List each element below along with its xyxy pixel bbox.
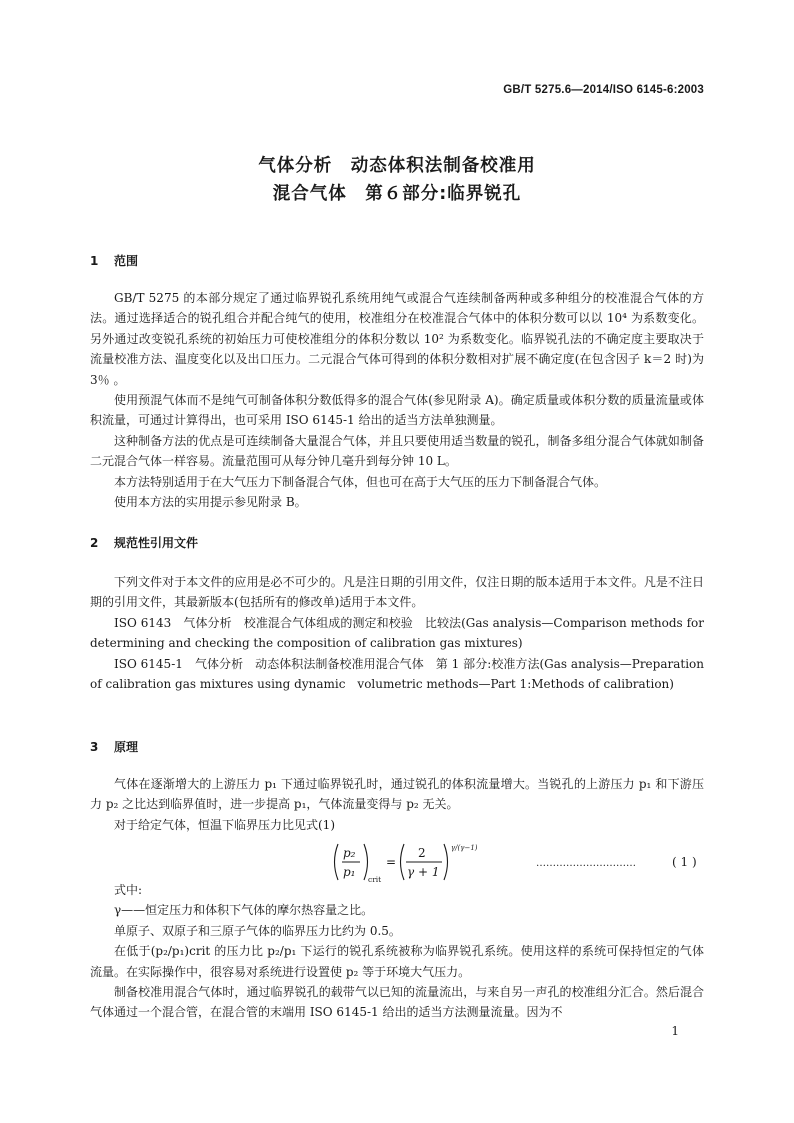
- right-paren: [444, 844, 448, 880]
- principle-paragraph: 制备校准用混合气体时，通过临界锐孔的载带气以已知的流量流出，与来自另一声孔的校准组分汇合。然后混合气体通过一个混合管，在混合管的末端用 ISO 6145-1 给出的适当方法测量流量。因为不: [90, 985, 704, 1020]
- formula-frac-num: 2: [418, 846, 426, 860]
- section-number: 3: [90, 740, 99, 754]
- principle-body-top: [90, 774, 704, 835]
- section-number: 2: [90, 536, 99, 550]
- equation-leader: …………………………: [536, 858, 636, 869]
- formula-frac-den: γ + 1: [407, 865, 440, 879]
- principle-paragraph: 在低于(p₂/p₁)crit 的压力比 p₂/p₁ 下运行的锐孔系统被称为临界锐孔系统。使用这样的系统可保持恒定的气体流量。在实际操作中，很容易对系统进行设置使 p₂ 等于环境大气压力。: [90, 944, 704, 979]
- document-title-line2: 混合气体 第６部分:临界锐孔: [272, 184, 522, 204]
- ratio-note: 单原子、双原子和三原子气体的临界压力比约为 0.5。: [114, 923, 401, 938]
- formula-equals: =: [386, 855, 397, 869]
- scope-paragraph: 这种制备方法的优点是可连续制备大量混合气体，并且只要使用适当数量的锐孔，制备多组分混合气体就如制备二元混合气体一样容易。流量范围可从每分钟几毫升到每分钟 10 L。: [90, 433, 704, 469]
- equation-number: ( 1 ): [672, 855, 697, 869]
- document-title-line1: 气体分析 动态体积法制备校准用: [258, 156, 536, 176]
- references-body: [90, 572, 704, 694]
- formula-subscript: crit: [368, 875, 382, 884]
- where-label: 式中:: [114, 883, 143, 897]
- left-paren: [335, 844, 339, 880]
- section-heading-scope: [90, 252, 138, 269]
- scope-paragraph: 使用预混气体而不是纯气可制备体积分数低得多的混合气体(参见附录 A)。确定质量或体积分数的质量流量或体积流量，可通过计算得出，也可采用 ISO 6145-1 给出的适当方法单独测量。: [90, 393, 704, 428]
- references-intro: 下列文件对于本文件的应用是必不可少的。凡是注日期的引用文件，仅注日期的版本适用于本文件。凡是不注日期的引用文件，其最新版本(包括所有的修改单)适用于本文件。: [90, 575, 704, 610]
- section-heading-principle: [90, 738, 138, 755]
- scope-paragraph: 使用本方法的实用提示参见附录 B。: [114, 495, 307, 510]
- reference-item: ISO 6143 气体分析 校准混合气体组成的测定和校验 比较法(Gas analysis—Comparison methods for determining and checking the composition of calibration gas mixtures): [90, 615, 704, 651]
- section-title: 范围: [114, 254, 139, 268]
- principle-paragraph: 气体在逐渐增大的上游压力 p₁ 下通过临界锐孔时，通过锐孔的体积流量增大。当锐孔的上游压力 p₁ 和下游压力 p₂ 之比达到临界值时，进一步提高 p₁，气体流量变得与 p₂ 无关。: [90, 777, 704, 812]
- formula-numerator: p₂: [343, 846, 356, 860]
- section-title: 原理: [114, 740, 139, 754]
- page-number: 1: [671, 1024, 679, 1038]
- left-paren: [401, 844, 405, 880]
- principle-body-bottom: [90, 880, 704, 1023]
- scope-paragraph: GB/T 5275 的本部分规定了通过临界锐孔系统用纯气或混合气连续制备两种或多种组分的校准混合气体的方法。通过选择适合的锐孔组合并配合纯气的使用，校准组分在校准混合气体中的体积分数可以以 10⁴ 为系数变化。另外通过改变锐孔系统的初始压力可使校准组分的体积分数以 10² 为系数变化。临界锐孔法的不确定度主要取决于流量校准方法、温度变化以及出口压力。二元混合气体可得到的体积分数相对扩展不确定度(在包含因子 k＝2 时)为 3％ 。: [90, 291, 704, 387]
- critical-pressure-ratio-formula: [330, 840, 704, 884]
- section-title: 规范性引用文件: [114, 536, 199, 550]
- scope-paragraph: 本方法特别适用于在大气压力下制备混合气体，但也可在高于大气压的压力下制备混合气体。: [114, 474, 607, 489]
- right-paren: [364, 844, 368, 880]
- formula-exponent: γ/(γ−1): [451, 844, 478, 852]
- reference-item: ISO 6145-1 气体分析 动态体积法制备校准用混合气体 第 1 部分:校准方法(Gas analysis—Preparation of calibration gas mixtures using dynamic volumetric methods—Part 1:Methods of calibration): [90, 656, 704, 692]
- principle-paragraph: 对于给定气体，恒温下临界压力比见式(1): [114, 817, 335, 832]
- standard-code-header: GB/T 5275.6—2014/ISO 6145-6:2003: [503, 84, 704, 96]
- section-heading-references: [90, 534, 198, 551]
- gamma-definition: γ——恒定压力和体积下气体的摩尔热容量之比。: [114, 903, 374, 918]
- scope-body: [90, 288, 704, 512]
- section-number: 1: [90, 254, 99, 268]
- formula-denominator: p₁: [343, 865, 356, 879]
